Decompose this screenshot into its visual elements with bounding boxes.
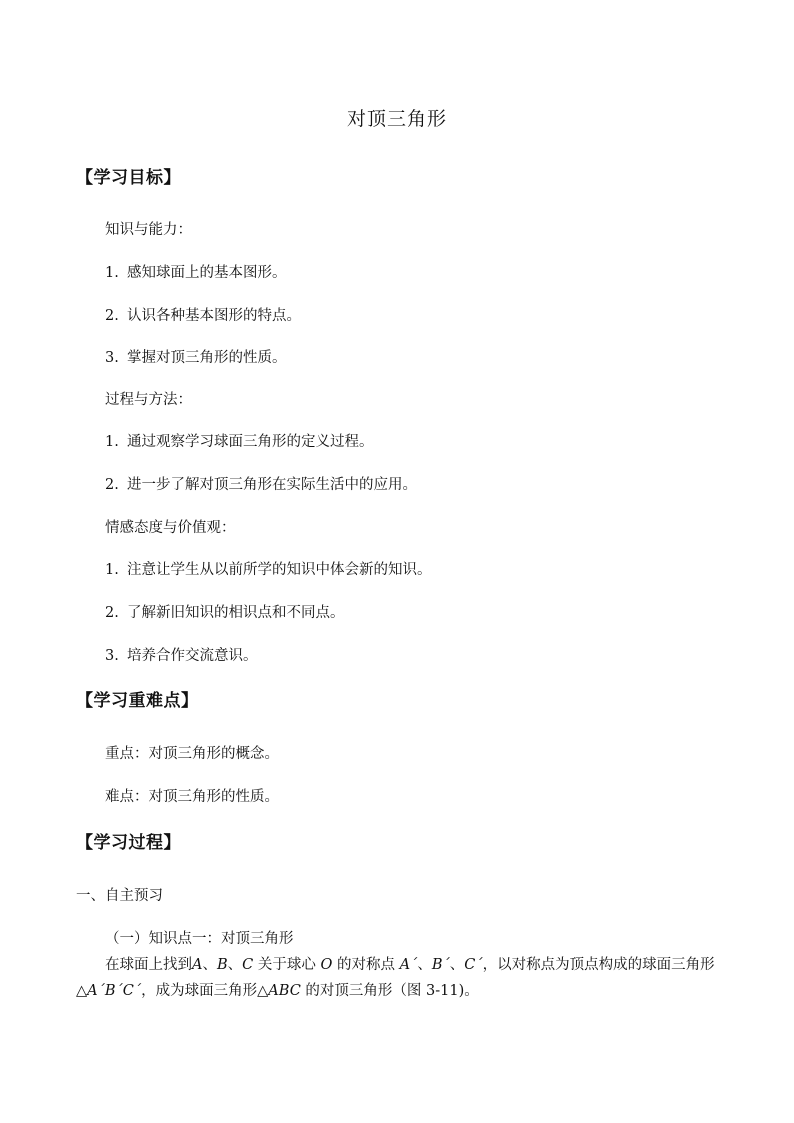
text-run: 的对称点 [332,957,400,973]
list-item [105,644,258,665]
text-run: ，以对称点为顶点构成的球面三角形△ [76,957,715,999]
item-text: 认识各种基本图形的特点。 [127,308,301,324]
document-title: 对顶三角形 [346,108,447,130]
item-number: 3. [105,648,119,664]
section-self-preview: 一、自主预习 [76,888,163,904]
item-text: 培养合作交流意识。 [127,648,258,664]
knowledge-point-one: （一）知识点一：对顶三角形 [105,931,294,947]
math-point: B [216,957,228,973]
list-item [105,473,417,494]
item-text: 进一步了解对顶三角形在实际生活中的应用。 [127,477,417,493]
text-run: 的对顶三角形（图 3-11)。 [300,983,479,999]
list-item [105,346,287,367]
math-triangle: ABC [268,983,301,999]
text-run: 在球面上找到 [105,957,192,973]
text-run: 、 [202,957,217,973]
label-emotion-values: 情感态度与价值观： [105,520,236,536]
heading-learning-goals: 【学习目标】 [76,168,181,188]
heading-learning-process: 【学习过程】 [76,833,181,853]
list-item [105,304,301,325]
math-point: C [242,957,254,973]
math-triangle: A´B´C´ [87,983,142,999]
math-point: C´ [464,957,483,973]
item-text: 感知球面上的基本图形。 [127,265,287,281]
item-number: 1. [105,265,119,281]
math-point: A´ [399,957,418,973]
list-item [105,430,374,451]
math-point: A [192,957,203,973]
item-text: 了解新旧知识的相识点和不同点。 [127,605,345,621]
item-number: 2. [105,308,119,324]
label-knowledge-ability: 知识与能力： [105,222,192,238]
difficult-point-text: 难点：对顶三角形的性质。 [105,789,279,805]
text-run: 、 [417,957,432,973]
text-run: 、 [449,957,465,973]
item-number: 2. [105,605,119,621]
list-item [105,601,345,622]
item-number: 2. [105,477,119,493]
math-point: O [320,957,333,973]
label-process-method: 过程与方法： [105,392,192,408]
text-run: ，成为球面三角形△ [141,983,269,999]
math-point: B´ [431,957,450,973]
item-number: 1. [105,434,119,450]
item-number: 1. [105,562,119,578]
text-run: 关于球心 [253,957,321,973]
item-text: 掌握对顶三角形的性质。 [127,350,287,366]
item-number: 3. [105,350,119,366]
text-run: 、 [227,957,243,973]
list-item [105,558,432,579]
item-text: 通过观察学习球面三角形的定义过程。 [127,434,374,450]
definition-paragraph [76,952,726,1004]
list-item [105,261,287,282]
item-text: 注意让学生从以前所学的知识中体会新的知识。 [127,562,432,578]
key-point-text: 重点：对顶三角形的概念。 [105,746,279,762]
heading-key-difficult-points: 【学习重难点】 [76,691,199,711]
